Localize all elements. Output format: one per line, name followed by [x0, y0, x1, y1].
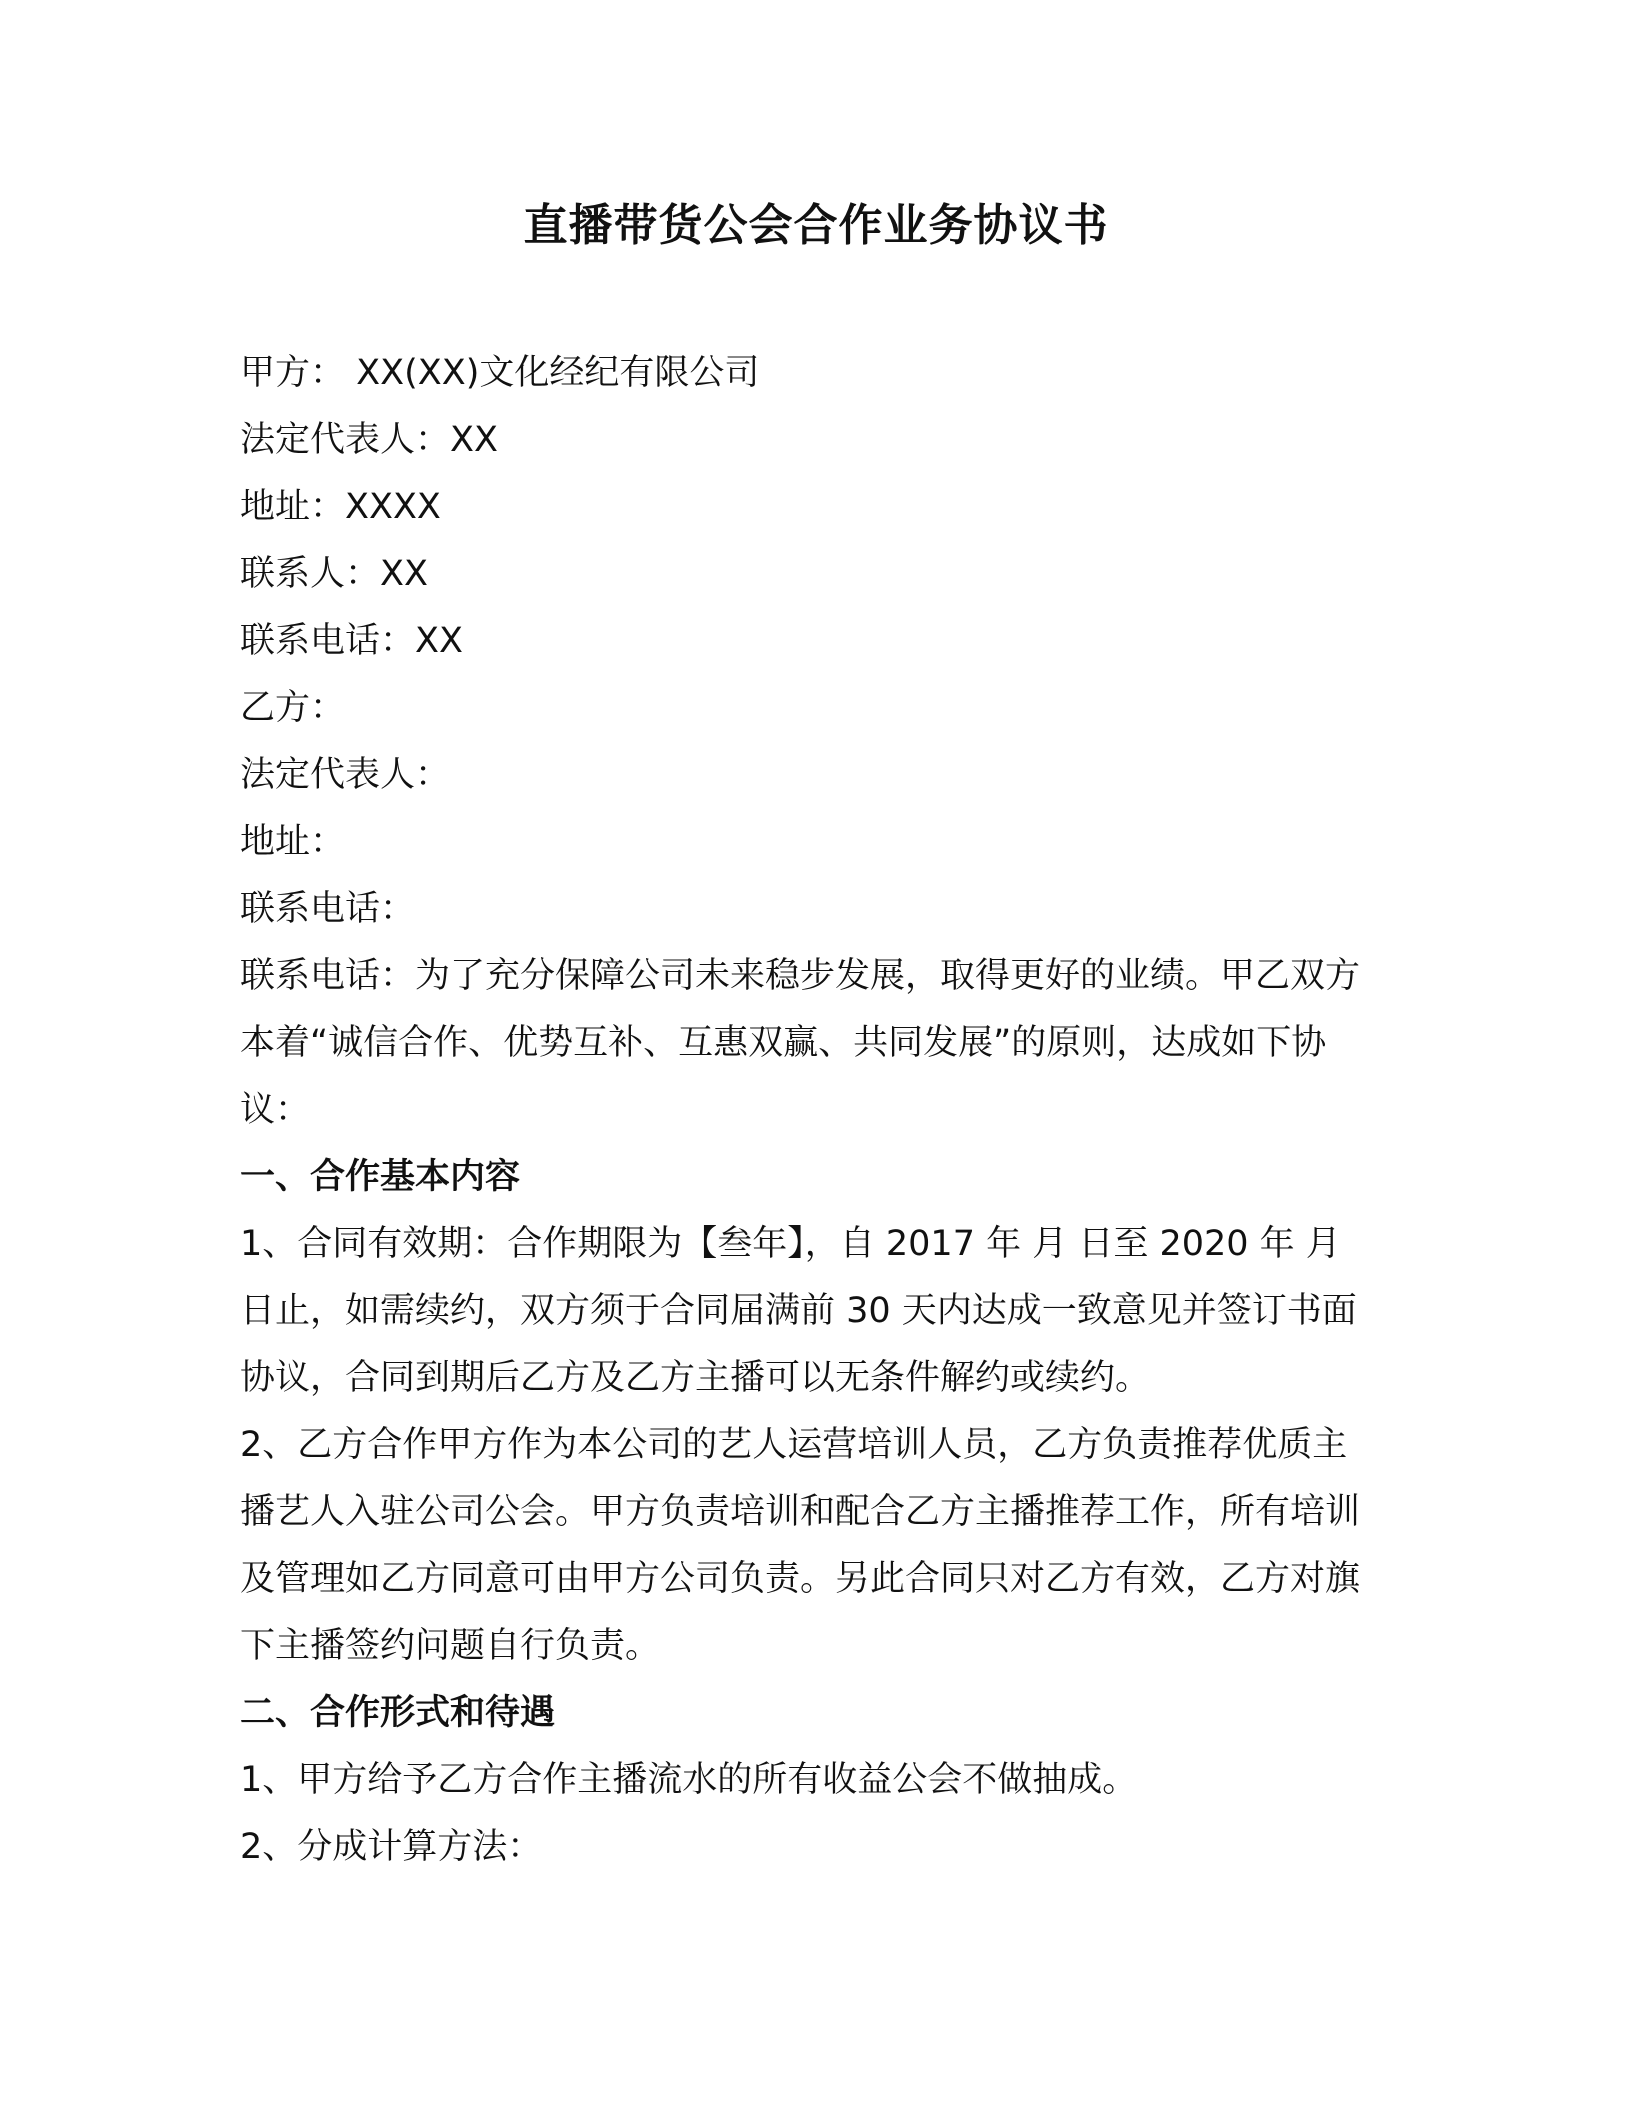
section-2-clause-2: 2、分成计算方法： [240, 1827, 543, 1867]
party-a-phone: 联系电话：XX [240, 621, 463, 661]
section-1-heading: 一、合作基本内容 [240, 1157, 521, 1197]
section-2-heading: 二、合作形式和待遇 [240, 1693, 556, 1733]
party-b-phone: 联系电话： [240, 889, 416, 929]
party-a-address: 地址：XXXX [240, 487, 441, 527]
party-a-name: 甲方： XX(XX)文化经纪有限公司 [240, 353, 760, 393]
document-title: 直播带货公会合作业务协议书 [523, 200, 1109, 251]
section-1-clause-1: 1、合同有效期：合作期限为【叁年】，自 2017 年 月 日至 2020 年 月 日止，如需续约，双方须于合同届满前 30 天内达成一致意见并签订书面协议，合同到期后乙方及乙方主播可以无条件解约或续约。 [240, 1224, 1357, 1398]
preamble-paragraph: 联系电话：为了充分保障公司未来稳步发展，取得更好的业绩。甲乙双方本着“诚信合作、优势互补、互惠双赢、共同发展”的原则，达成如下协议： [240, 956, 1361, 1130]
section-1-clause-2: 2、乙方合作甲方作为本公司的艺人运营培训人员，乙方负责推荐优质主播艺人入驻公司公会。甲方负责培训和配合乙方主播推荐工作，所有培训及管理如乙方同意可由甲方公司负责。另此合同只对乙方有效，乙方对旗下主播签约问题自行负责。 [240, 1425, 1361, 1666]
party-a-legal-rep: 法定代表人：XX [240, 420, 498, 460]
party-a-contact: 联系人：XX [240, 554, 428, 594]
party-b-legal-rep: 法定代表人： [240, 755, 451, 795]
document-body [240, 340, 1380, 1881]
party-b-name: 乙方： [240, 688, 346, 728]
party-b-address: 地址： [240, 822, 346, 862]
section-2-clause-1: 1、甲方给予乙方合作主播流水的所有收益公会不做抽成。 [240, 1760, 1138, 1800]
